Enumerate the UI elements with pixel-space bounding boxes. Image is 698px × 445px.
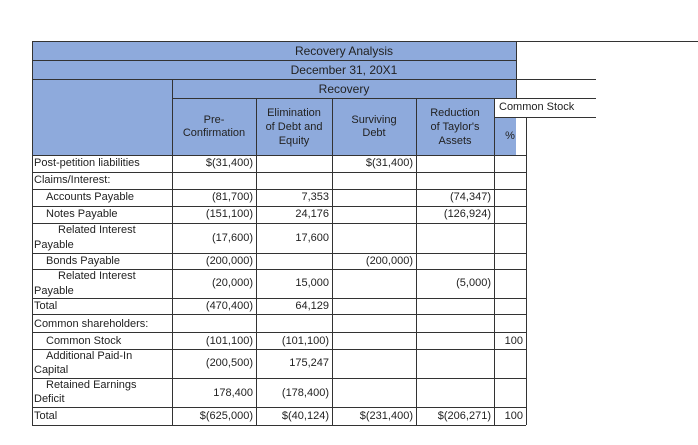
row-label: Accounts Payable (46, 191, 135, 203)
cell-pre: (200,500) (205, 357, 253, 369)
cell-pre: $(31,400) (205, 157, 253, 169)
cell-red: (126,924) (443, 208, 491, 220)
rule-top (32, 41, 698, 42)
row-label: Claims/Interest: (34, 174, 111, 186)
cell-elim: 24,176 (295, 208, 329, 220)
label-column-header (32, 81, 172, 155)
rule-total1 (32, 314, 526, 315)
cell-elim: 64,129 (295, 300, 329, 312)
vline-right (516, 41, 517, 99)
cell-elim: $(40,124) (281, 410, 329, 422)
rule-post-petition (32, 172, 526, 173)
row-label: Common Stock (46, 335, 122, 347)
rule-title (32, 60, 516, 61)
cell-elim: 7,353 (301, 191, 329, 203)
cell-pre: (151,100) (205, 208, 253, 220)
report-date: December 31, 20X1 (290, 63, 398, 77)
vline-left (32, 41, 33, 425)
rule-header-bottom (32, 155, 526, 156)
cell-surv: $(231,400) (359, 410, 413, 422)
cell-pct: 100 (504, 335, 523, 347)
cell-red: $(206,271) (437, 410, 491, 422)
cell-elim: 15,000 (295, 277, 329, 289)
row-label: Bonds Payable (46, 255, 120, 267)
rule-bottom (32, 425, 526, 426)
cell-elim: 175,247 (289, 357, 329, 369)
rule-re (32, 407, 526, 408)
report-title: Recovery Analysis (294, 44, 394, 58)
vline-red (494, 99, 495, 425)
rule-recovery (172, 98, 596, 99)
cell-elim: (178,400) (281, 387, 329, 399)
cell-pre: (101,100) (205, 335, 253, 347)
cell-pre: 178,400 (213, 387, 253, 399)
cell-pre: $(625,000) (199, 410, 253, 422)
cell-elim: 17,600 (295, 232, 329, 244)
cell-pre: (17,600) (212, 232, 253, 244)
rule-ri1 (32, 253, 526, 254)
cell-surv: (200,000) (365, 255, 413, 267)
cell-pre: (81,700) (212, 191, 253, 203)
cell-surv: $(31,400) (365, 157, 413, 169)
row-label: Notes Payable (46, 208, 118, 220)
row-label: Total (34, 300, 58, 312)
rule-common-stock (494, 117, 596, 118)
cell-pre: (200,000) (205, 255, 253, 267)
rule-common-sh (32, 332, 526, 333)
rule-claims (32, 189, 526, 190)
rule-ap (32, 206, 526, 207)
cell-pre: (20,000) (212, 277, 253, 289)
recovery-header: Recovery (318, 82, 370, 96)
cell-pct: 100 (504, 410, 523, 422)
row-label: Total (34, 410, 58, 422)
vline-pct (526, 117, 527, 425)
rule-ri2 (32, 298, 526, 299)
cell-red: (5,000) (456, 277, 491, 289)
cell-pre: (470,400) (205, 300, 253, 312)
common-stock-header: Common Stock (499, 101, 575, 113)
row-label: Post-petition liabilities (34, 157, 140, 169)
cell-red: (74,347) (450, 191, 491, 203)
row-label: Common shareholders: (34, 318, 149, 330)
rule-date (32, 79, 596, 80)
cell-elim: (101,100) (281, 335, 329, 347)
pct-header: % (505, 130, 515, 142)
